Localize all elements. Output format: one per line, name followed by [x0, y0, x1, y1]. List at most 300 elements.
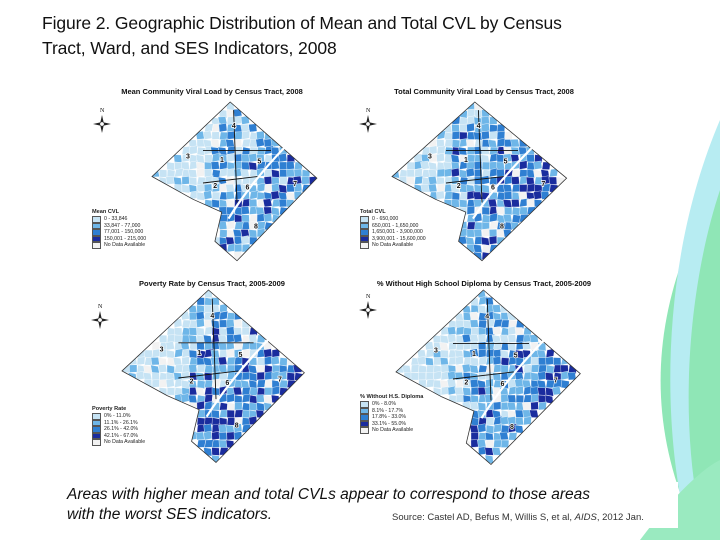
- source-journal: AIDS: [574, 512, 597, 523]
- legend-entry: [360, 242, 426, 249]
- census-tract: [212, 170, 220, 179]
- census-tract: [235, 410, 244, 418]
- ward-label-3: 3: [159, 346, 164, 354]
- census-tract: [249, 416, 257, 425]
- census-tract: [241, 116, 250, 125]
- census-tract: [257, 147, 265, 155]
- census-tract: [467, 206, 475, 215]
- ward-label-1: 1: [472, 350, 476, 358]
- census-tract: [428, 176, 437, 184]
- ward-label-4: 4: [210, 313, 215, 321]
- census-tract: [250, 215, 259, 223]
- census-tract: [518, 192, 527, 200]
- census-tract: [226, 327, 234, 335]
- census-tract: [234, 432, 242, 440]
- census-tract: [197, 342, 205, 350]
- census-tract: [485, 386, 494, 395]
- census-tract: [174, 328, 182, 336]
- ward-label-5: 5: [238, 351, 243, 359]
- census-tract: [189, 328, 197, 336]
- census-tract: [470, 402, 479, 410]
- census-tract: [265, 380, 273, 388]
- census-tract: [286, 161, 294, 169]
- census-tract: [434, 371, 442, 380]
- census-tract: [421, 185, 430, 193]
- census-tract: [415, 176, 423, 184]
- census-tract: [196, 388, 205, 396]
- census-tract: [257, 222, 265, 230]
- census-tract: [249, 153, 257, 162]
- census-tract: [287, 380, 296, 388]
- census-tract: [204, 305, 212, 313]
- census-tract: [511, 222, 520, 230]
- census-tract: [279, 153, 287, 162]
- census-tract: [190, 403, 198, 411]
- compass-north-label: N: [100, 108, 105, 114]
- census-tract: [455, 387, 464, 395]
- census-tract: [197, 192, 205, 200]
- census-tract: [522, 341, 531, 350]
- census-tract: [493, 356, 501, 365]
- census-tract: [295, 373, 303, 382]
- census-tract: [235, 402, 243, 410]
- census-tract: [158, 364, 167, 372]
- map-title: Mean Community Viral Load by Census Tract, 2008: [121, 87, 303, 96]
- census-tract: [227, 357, 235, 365]
- census-tract: [485, 455, 493, 464]
- census-tract: [205, 380, 214, 388]
- slide-title-line2: Tract, Ward, and SES Indicators, 2008: [42, 38, 337, 58]
- census-tract: [537, 350, 546, 358]
- census-tract: [402, 365, 411, 373]
- census-tract: [452, 125, 460, 133]
- census-tract: [188, 170, 197, 178]
- census-tract: [204, 448, 212, 457]
- census-tract: [479, 357, 487, 365]
- census-tract: [220, 230, 228, 238]
- legend-label: 26.1% - 42.0%: [104, 426, 139, 433]
- census-tract: [503, 200, 512, 208]
- census-tract: [481, 123, 489, 132]
- census-tract: [550, 185, 558, 193]
- ward-label-2: 2: [213, 182, 218, 190]
- census-tract: [538, 395, 546, 403]
- ward-label-3: 3: [186, 153, 190, 161]
- census-tract: [227, 410, 235, 418]
- census-tract: [280, 177, 288, 185]
- census-tract: [272, 386, 280, 395]
- census-tract: [452, 116, 460, 124]
- census-tract: [475, 222, 483, 230]
- census-tract: [494, 424, 502, 433]
- ward-label-1: 1: [197, 350, 202, 358]
- census-tract: [527, 207, 536, 215]
- census-tract: [482, 215, 490, 224]
- census-tract: [257, 213, 265, 222]
- map-title: % Without High School Diploma by Census Tract, 2005-2009: [376, 279, 592, 288]
- census-tract: [218, 335, 227, 343]
- census-tract: [520, 207, 528, 215]
- source-suffix: , 2012 Jan.: [596, 512, 644, 523]
- census-tract: [501, 440, 509, 448]
- census-tract: [293, 365, 302, 373]
- census-tract: [474, 102, 482, 110]
- census-tract: [531, 402, 539, 410]
- census-tract: [440, 343, 449, 351]
- census-tract: [399, 176, 407, 184]
- census-tract: [490, 117, 498, 125]
- census-tract: [218, 222, 227, 230]
- census-tract: [249, 403, 257, 411]
- census-tract: [471, 358, 479, 366]
- census-tract: [459, 200, 467, 208]
- census-tract: [265, 222, 274, 231]
- census-tract: [507, 402, 516, 410]
- census-tract: [534, 161, 542, 170]
- census-tract: [233, 387, 242, 395]
- census-tract: [497, 131, 505, 139]
- census-tract: [494, 364, 502, 372]
- census-tract: [470, 320, 479, 328]
- census-tract: [197, 440, 206, 448]
- census-tract: [173, 358, 182, 366]
- census-tract: [459, 124, 467, 132]
- census-tract: [241, 206, 249, 214]
- census-tract: [265, 372, 273, 380]
- legend-entry: [92, 242, 146, 249]
- census-tract: [479, 320, 487, 328]
- census-tract: [181, 311, 190, 320]
- census-tract: [531, 365, 539, 373]
- ward-label-5: 5: [503, 158, 508, 166]
- census-tract: [227, 432, 235, 440]
- legend-label: 17.8% - 33.0%: [372, 414, 407, 421]
- census-tract: [470, 425, 479, 433]
- census-tract: [473, 245, 482, 253]
- census-tract: [481, 185, 489, 194]
- census-tract: [242, 154, 250, 162]
- census-tract: [539, 365, 547, 373]
- census-tract: [159, 380, 167, 388]
- census-tract: [182, 357, 190, 365]
- census-tract: [441, 350, 449, 358]
- ward-label-7: 7: [278, 376, 282, 384]
- legend-swatch: [92, 439, 101, 446]
- census-tract: [211, 350, 220, 358]
- census-tract: [264, 349, 272, 358]
- census-tract: [145, 350, 153, 358]
- census-tract: [152, 379, 160, 387]
- census-tract: [503, 214, 512, 222]
- ward-label-5: 5: [513, 352, 518, 360]
- legend-entry: [360, 427, 423, 434]
- census-tract: [437, 169, 445, 177]
- census-tract: [474, 132, 482, 140]
- census-tract: [485, 297, 493, 305]
- compass-icon: [359, 115, 377, 133]
- census-tract: [189, 335, 197, 343]
- census-tract: [175, 335, 183, 343]
- census-tract: [515, 425, 524, 433]
- census-tract: [452, 131, 460, 139]
- census-tract: [478, 334, 486, 342]
- census-tract: [497, 124, 505, 132]
- census-tract: [524, 416, 532, 425]
- ward-label-4: 4: [485, 313, 490, 321]
- census-tract: [196, 373, 205, 381]
- legend-swatch: [360, 242, 369, 249]
- census-tract: [234, 319, 242, 327]
- census-tract: [411, 373, 419, 381]
- census-tract: [489, 229, 497, 237]
- census-tract: [500, 432, 509, 440]
- census-tract: [227, 394, 235, 403]
- census-tract: [271, 207, 279, 216]
- census-tract: [511, 199, 519, 207]
- census-tract: [226, 102, 235, 110]
- census-tract: [227, 153, 235, 162]
- compass-icon: [359, 301, 377, 319]
- census-tract: [241, 236, 250, 245]
- legend-label: No Data Available: [104, 242, 146, 249]
- legend-label: No Data Available: [104, 439, 146, 446]
- census-tract: [219, 432, 227, 440]
- census-tract: [494, 440, 502, 448]
- census-tract: [241, 162, 249, 170]
- census-tract: [218, 357, 227, 365]
- census-tract: [197, 147, 205, 155]
- census-tract: [467, 230, 475, 238]
- ward-label-2: 2: [189, 378, 194, 386]
- census-tract: [444, 168, 452, 177]
- legend-title: % Without H.S. Diploma: [360, 394, 424, 400]
- legend-entry: [92, 439, 145, 446]
- census-tract: [249, 230, 257, 238]
- census-tract: [538, 372, 546, 380]
- census-tract: [466, 140, 474, 148]
- source-prefix: Source: Castel AD, Befus M, Willis S, et al,: [392, 512, 575, 523]
- census-tract: [233, 334, 242, 342]
- census-tract: [486, 328, 494, 336]
- map-legend: [360, 394, 423, 434]
- map-panel-mean-cvl: [74, 84, 350, 274]
- census-tract: [482, 229, 490, 237]
- ward-label-5: 5: [257, 158, 262, 166]
- census-tract: [407, 162, 415, 170]
- census-tract: [511, 177, 519, 185]
- ward-label-3: 3: [434, 347, 438, 355]
- census-tract: [279, 185, 287, 194]
- census-tract: [264, 395, 272, 404]
- census-tract: [478, 403, 486, 411]
- census-tract: [242, 244, 250, 252]
- census-tract: [219, 343, 227, 351]
- census-tract: [226, 184, 235, 192]
- census-tract: [203, 131, 212, 140]
- ward-label-6: 6: [500, 381, 505, 389]
- census-tract: [197, 298, 205, 306]
- census-tract: [294, 169, 302, 177]
- census-tract: [426, 379, 435, 387]
- census-tract: [257, 358, 265, 366]
- census-tract: [272, 215, 280, 224]
- census-tract: [508, 335, 516, 343]
- census-tract: [417, 356, 426, 365]
- census-tract: [212, 192, 220, 200]
- census-tract: [467, 155, 475, 163]
- census-tract: [280, 358, 288, 366]
- ward-label-7: 7: [293, 181, 298, 189]
- census-tract: [196, 328, 204, 337]
- census-tract: [520, 161, 528, 170]
- census-tract: [205, 155, 213, 163]
- census-tract: [421, 161, 430, 170]
- census-tract: [553, 358, 561, 366]
- census-tract: [196, 432, 205, 440]
- census-tract: [471, 328, 479, 336]
- census-tract: [280, 170, 288, 178]
- census-tract: [301, 176, 309, 184]
- census-tract: [242, 387, 250, 395]
- census-tract: [264, 356, 272, 365]
- census-tract: [520, 214, 529, 222]
- census-tract: [488, 140, 497, 149]
- census-tract: [542, 162, 551, 170]
- census-tract: [175, 365, 184, 373]
- legend-label: 33,847 - 77,000: [104, 222, 141, 229]
- ward-label-7: 7: [553, 377, 558, 385]
- census-tract: [219, 207, 227, 215]
- census-tract: [204, 431, 212, 440]
- census-tract: [497, 237, 505, 245]
- census-tract: [226, 349, 234, 358]
- census-tract: [456, 320, 464, 328]
- census-tract: [287, 373, 295, 381]
- census-tract: [167, 162, 175, 170]
- census-tract: [189, 177, 197, 185]
- census-tract: [478, 305, 486, 314]
- census-tract: [174, 155, 182, 163]
- census-tract: [440, 335, 448, 344]
- census-tract: [220, 311, 228, 320]
- ward-label-8: 8: [510, 423, 514, 431]
- census-tract: [205, 343, 213, 351]
- census-tract: [546, 357, 554, 365]
- census-tract: [441, 364, 449, 372]
- ward-label-2: 2: [456, 182, 461, 190]
- map-title: Total Community Viral Load by Census Tract, 2008: [394, 87, 574, 96]
- census-tract: [486, 418, 494, 426]
- census-tract: [470, 379, 478, 387]
- compass-icon: [93, 115, 111, 133]
- census-tract: [212, 371, 220, 380]
- census-tract: [481, 176, 489, 185]
- census-tract: [235, 132, 243, 140]
- census-tract: [508, 395, 516, 403]
- census-tract: [490, 213, 498, 222]
- ward-label-4: 4: [231, 122, 236, 130]
- slide-title: [42, 11, 682, 61]
- census-tract: [531, 394, 539, 403]
- census-tract: [520, 184, 528, 192]
- census-tract: [151, 357, 160, 365]
- census-tract: [204, 169, 212, 177]
- census-tract: [189, 350, 197, 358]
- census-tract: [249, 334, 257, 342]
- census-tract: [478, 349, 486, 357]
- census-tract: [212, 200, 220, 208]
- census-tract: [426, 365, 435, 373]
- census-tract: [516, 395, 524, 403]
- census-tract: [218, 365, 227, 373]
- census-tract: [497, 138, 505, 147]
- census-tract: [174, 319, 182, 328]
- census-tract: [458, 147, 467, 156]
- legend-label: 0% - 11.0%: [104, 413, 131, 420]
- census-tract: [406, 177, 414, 185]
- census-tract: [197, 364, 205, 372]
- census-tract: [473, 192, 482, 200]
- census-tract: [189, 312, 197, 320]
- census-tract: [271, 356, 279, 365]
- ward-label-7: 7: [541, 181, 546, 189]
- census-tract: [256, 138, 265, 147]
- legend-label: No Data Available: [372, 427, 414, 434]
- census-tract: [227, 168, 235, 177]
- census-tract: [227, 131, 235, 139]
- map-title: Poverty Rate by Census Tract, 2005-2009: [139, 279, 285, 288]
- ward-label-4: 4: [476, 122, 481, 130]
- census-tract: [425, 342, 434, 350]
- slide-title-line1: Figure 2. Geographic Distribution of Mean and Total CVL by Census: [42, 13, 562, 33]
- census-tract: [511, 139, 520, 147]
- compass-north-label: N: [98, 304, 103, 310]
- census-tract: [418, 372, 426, 380]
- census-tract: [515, 328, 524, 336]
- census-tract: [447, 327, 456, 335]
- census-tract: [504, 207, 512, 215]
- census-tract: [501, 358, 509, 366]
- census-tract: [486, 379, 494, 388]
- census-tract: [531, 373, 539, 381]
- compass-north-label: N: [366, 294, 371, 300]
- legend-label: 11.1% - 26.1%: [104, 419, 138, 426]
- legend-swatch: [360, 427, 369, 434]
- census-tract: [530, 387, 538, 395]
- census-tract: [167, 365, 175, 374]
- census-tract: [257, 335, 266, 343]
- ward-label-2: 2: [464, 379, 469, 387]
- census-tract: [188, 305, 197, 313]
- census-tract: [129, 365, 137, 373]
- census-tract: [227, 177, 235, 185]
- census-tract: [474, 252, 482, 260]
- census-tract: [166, 176, 175, 184]
- legend-swatch: [92, 242, 101, 249]
- census-tract: [433, 388, 441, 397]
- census-tract: [226, 140, 235, 148]
- ward-label-1: 1: [464, 156, 468, 164]
- census-tract: [159, 335, 167, 343]
- census-tract: [486, 349, 494, 357]
- census-tract: [249, 199, 257, 207]
- census-tract: [415, 168, 423, 177]
- census-tract: [242, 372, 250, 380]
- census-tract: [492, 448, 501, 456]
- census-tract: [474, 229, 482, 237]
- census-tract: [482, 207, 490, 215]
- census-tract: [488, 199, 497, 207]
